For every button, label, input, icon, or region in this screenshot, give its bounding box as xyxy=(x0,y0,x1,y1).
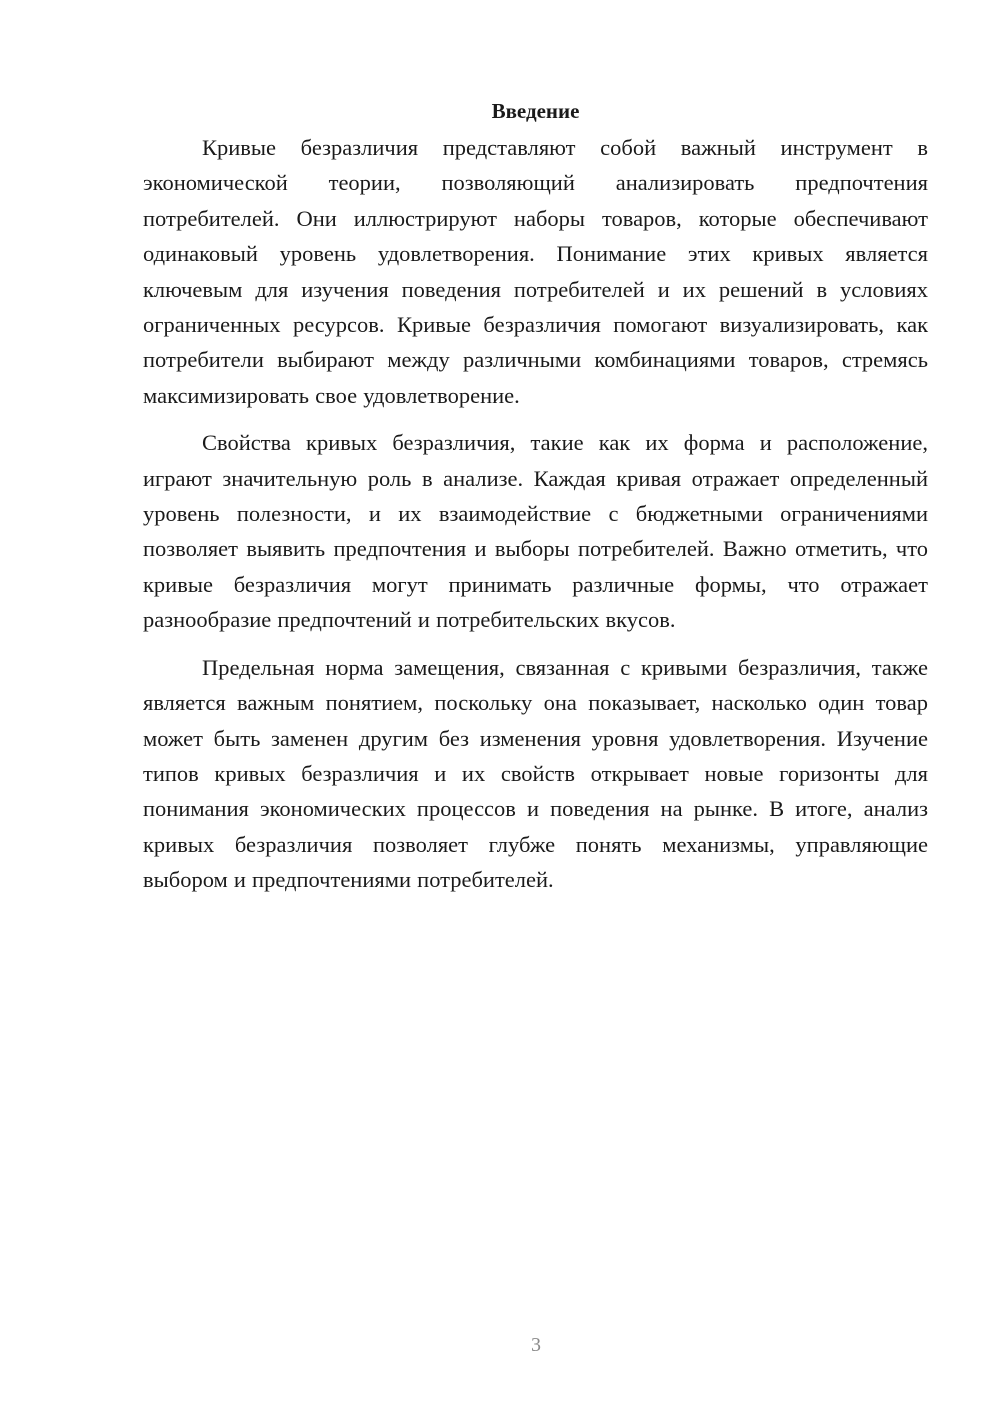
paragraph-1: Кривые безразличия представляют собой важный инструмент в экономической теории, позволяющий анализировать предпочтения потребителей. Они иллюстрируют наборы товаров, которые обеспечивают одинаковый уровень удовлетворения. Понимание этих кривых является ключевым для изучения поведения потребителей и их решений в условиях ограниченных ресурсов. Кривые безразличия помогают визуализировать, как потребители выбирают между различными комбинациями товаров, стремясь максимизировать свое удовлетворение. xyxy=(143,135,928,408)
paragraph-3: Предельная норма замещения, связанная с кривыми безразличия, также является важным понятием, поскольку она показывает, насколько один товар может быть заменен другим без изменения уровня удовлетворения. Изучение типов кривых безразличия и их свойств открывает новые горизонты для понимания экономических процессов и поведения на рынке. В итоге, анализ кривых безразличия позволяет глубже понять механизмы, управляющие выбором и предпочтениями потребителей. xyxy=(143,654,928,893)
page-number: 3 xyxy=(531,1334,541,1356)
section-title: Введение xyxy=(491,99,580,123)
paragraph-2: Свойства кривых безразличия, такие как их форма и расположение, играют значительную роль в анализе. Каждая кривая отражает определенный уровень полезности, и их взаимодействие с бюджетными ограничениями позволяет выявить предпочтения и выборы потребителей. Важно отметить, что кривые безразличия могут принимать различные формы, что отражает разнообразие предпочтений и потребительских вкусов. xyxy=(143,430,928,633)
page-content xyxy=(143,96,928,898)
